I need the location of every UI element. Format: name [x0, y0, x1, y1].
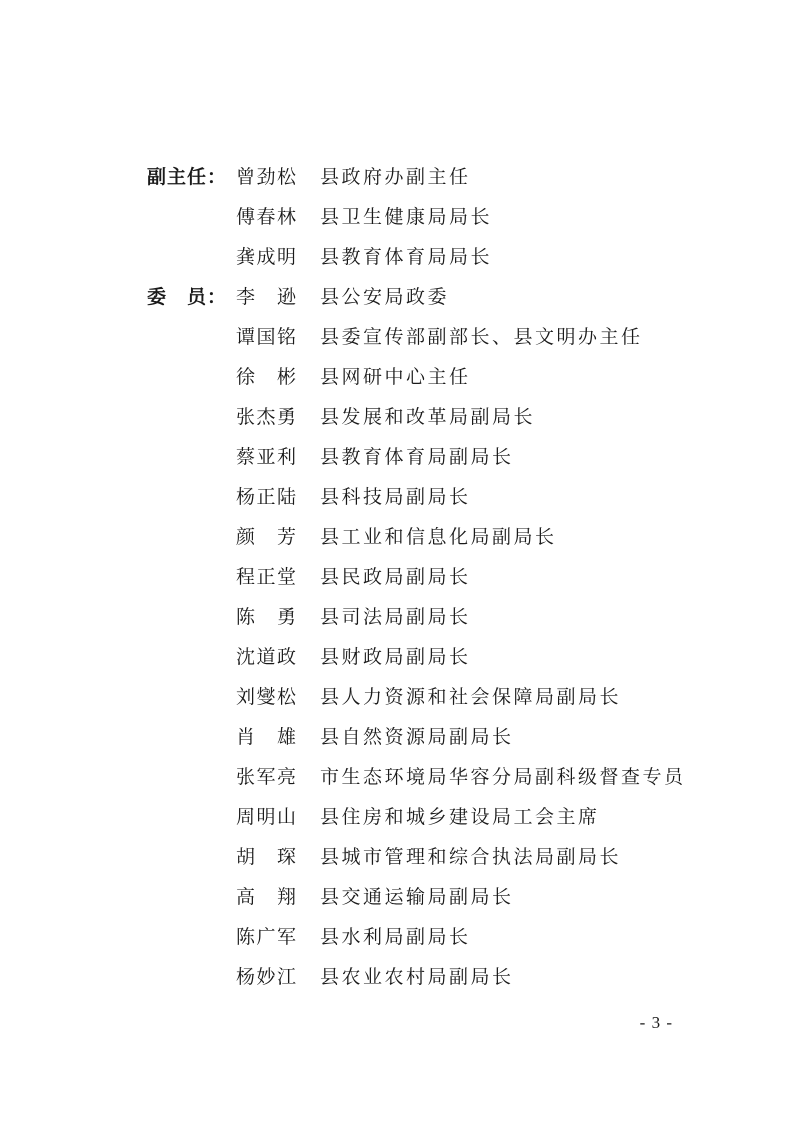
member-title: 县司法局副局长: [320, 606, 471, 628]
page-number: - 3 -: [639, 1013, 673, 1032]
member-name: 陈广军: [236, 926, 298, 948]
member-title: 县委宣传部副部长、县文明办主任: [320, 326, 643, 348]
member-row: [0, 237, 793, 277]
member-name: 周明山: [236, 806, 298, 828]
member-title: 县科技局副局长: [320, 486, 471, 508]
member-name: 刘燮松: [236, 686, 298, 708]
member-name: 徐 彬: [236, 366, 298, 388]
role-label: 委 员：: [147, 286, 228, 308]
member-name: 肖 雄: [236, 726, 298, 748]
member-row: [0, 917, 793, 957]
member-row: [0, 317, 793, 357]
member-row: [0, 437, 793, 477]
member-title: 县公安局政委: [320, 286, 450, 308]
member-title: 县住房和城乡建设局工会主席: [320, 806, 600, 828]
member-name: 龚成明: [236, 246, 298, 268]
member-title: 县教育体育局局长: [320, 246, 493, 268]
member-title: 县民政局副局长: [320, 566, 471, 588]
member-row: [0, 557, 793, 597]
member-row: [0, 197, 793, 237]
member-row: [0, 677, 793, 717]
member-row: [0, 837, 793, 877]
member-row: [0, 957, 793, 997]
member-name: 程正堂: [236, 566, 298, 588]
member-title: 县工业和信息化局副局长: [320, 526, 557, 548]
member-title: 县自然资源局副局长: [320, 726, 514, 748]
member-title: 县交通运输局副局长: [320, 886, 514, 908]
member-row: [0, 877, 793, 917]
member-title: 市生态环境局华容分局副科级督查专员: [320, 766, 686, 788]
member-name: 颜 芳: [236, 526, 298, 548]
role-label: 副主任：: [147, 166, 228, 188]
member-row: [0, 637, 793, 677]
member-title: 县教育体育局副局长: [320, 446, 514, 468]
member-name: 高 翔: [236, 886, 298, 908]
member-title: 县人力资源和社会保障局副局长: [320, 686, 622, 708]
member-row: [0, 757, 793, 797]
member-name: 张军亮: [236, 766, 298, 788]
member-name: 杨妙江: [236, 966, 298, 988]
member-name: 傅春林: [236, 206, 298, 228]
member-title: 县网研中心主任: [320, 366, 471, 388]
member-row: [0, 797, 793, 837]
member-name: 张杰勇: [236, 406, 298, 428]
member-title: 县政府办副主任: [320, 166, 471, 188]
member-row: [0, 397, 793, 437]
member-name: 陈 勇: [236, 606, 298, 628]
member-name: 谭国铭: [236, 326, 298, 348]
member-row: [0, 277, 793, 317]
member-name: 蔡亚利: [236, 446, 298, 468]
member-name: 胡 琛: [236, 846, 298, 868]
member-row: [0, 477, 793, 517]
member-title: 县财政局副局长: [320, 646, 471, 668]
member-name: 沈道政: [236, 646, 298, 668]
member-name: 曾劲松: [236, 166, 298, 188]
member-name: 杨正陆: [236, 486, 298, 508]
member-row: [0, 157, 793, 197]
member-row: [0, 717, 793, 757]
member-title: 县水利局副局长: [320, 926, 471, 948]
member-title: 县卫生健康局局长: [320, 206, 493, 228]
member-title: 县农业农村局副局长: [320, 966, 514, 988]
member-title: 县发展和改革局副局长: [320, 406, 536, 428]
member-row: [0, 357, 793, 397]
member-name: 李 逊: [236, 286, 298, 308]
member-title: 县城市管理和综合执法局副局长: [320, 846, 622, 868]
member-row: [0, 597, 793, 637]
member-row: [0, 517, 793, 557]
